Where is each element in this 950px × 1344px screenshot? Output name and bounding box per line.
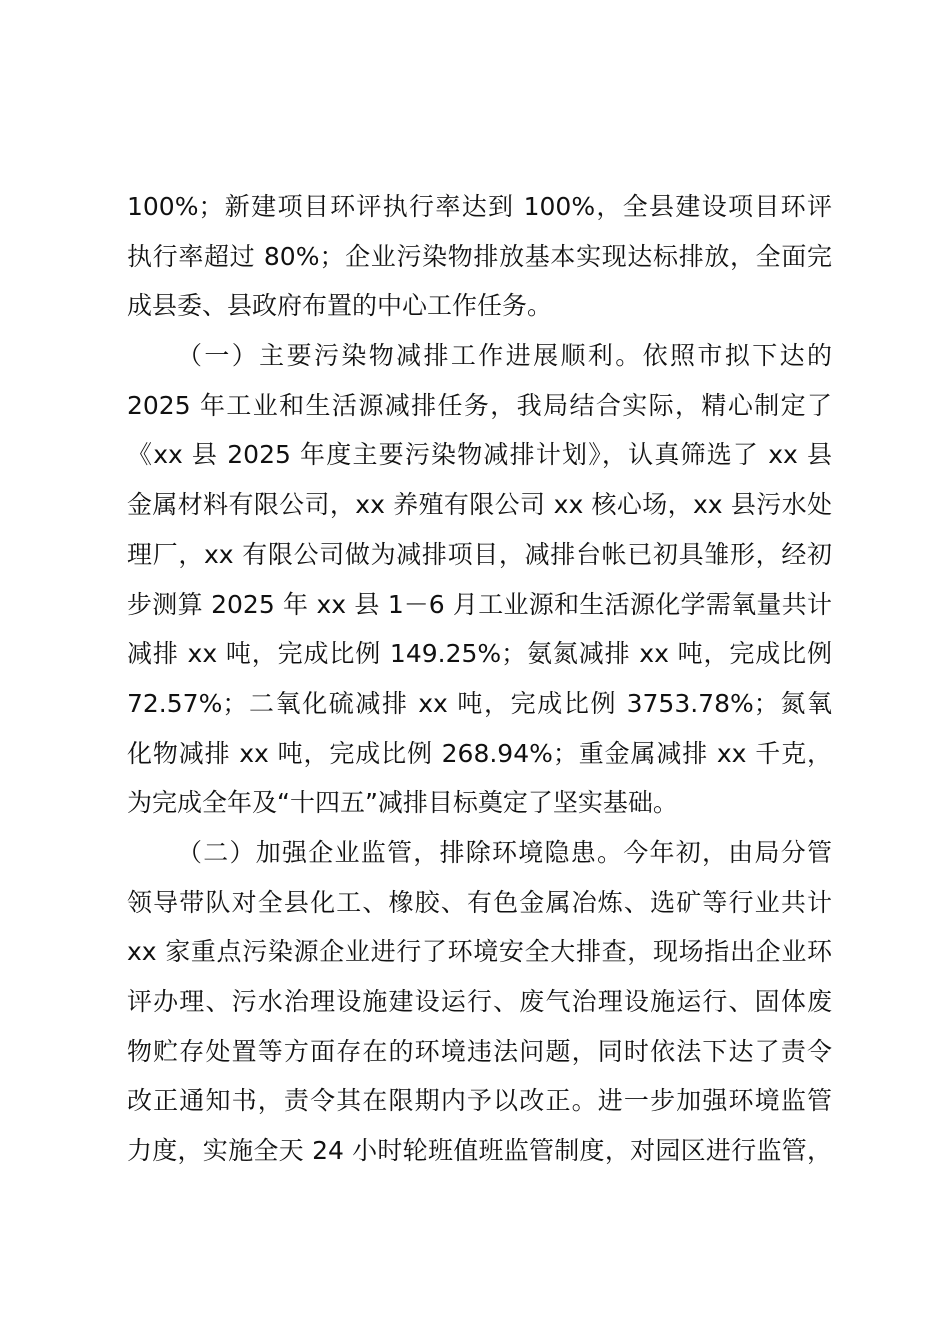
text-line: 化物减排 xx 吨，完成比例 268.94%；重金属减排 xx 千克， xyxy=(127,738,832,768)
text-line: 改正通知书，责令其在限期内予以改正。进一步加强环境监管 xyxy=(127,1086,832,1116)
text-line: 2025 年工业和生活源减排任务，我局结合实际，精心制定了 xyxy=(127,390,832,420)
document-body xyxy=(127,182,832,1176)
text-line: 成县委、县政府布置的中心工作任务。 xyxy=(127,291,553,321)
text-line: 力度，实施全天 24 小时轮班值班监管制度，对园区进行监管， xyxy=(127,1136,832,1166)
text-line: （二）加强企业监管，排除环境隐患。今年初，由局分管 xyxy=(177,837,832,867)
text-line: 100%；新建项目环评执行率达到 100%，全县建设项目环评 xyxy=(127,192,832,221)
text-line: 步测算 2025 年 xx 县 1－6 月工业源和生活源化学需氧量共计 xyxy=(127,589,832,619)
text-line: （一）主要污染物减排工作进展顺利。依照市拟下达的 xyxy=(177,341,832,371)
text-line: 72.57%；二氧化硫减排 xx 吨，完成比例 3753.78%；氮氧 xyxy=(127,688,832,718)
text-line: 执行率超过 80%；企业污染物排放基本实现达标排放，全面完 xyxy=(127,241,832,271)
paragraph-intro-continuation xyxy=(127,182,832,331)
text-line: 金属材料有限公司，xx 养殖有限公司 xx 核心场，xx 县污水处 xyxy=(127,490,832,520)
text-line: 领导带队对全县化工、橡胶、有色金属冶炼、选矿等行业共计 xyxy=(127,887,832,917)
paragraph-enterprise-supervision xyxy=(127,828,832,1176)
text-line: 为完成全年及“十四五”减排目标奠定了坚实基础。 xyxy=(127,788,678,818)
text-line: 理厂，xx 有限公司做为减排项目，减排台帐已初具雏形，经初 xyxy=(127,539,832,569)
text-line: 《xx 县 2025 年度主要污染物减排计划》，认真筛选了 xx 县 xyxy=(127,440,832,470)
text-line: xx 家重点污染源企业进行了环境安全大排查，现场指出企业环 xyxy=(127,937,832,967)
text-line: 减排 xx 吨，完成比例 149.25%；氨氮减排 xx 吨，完成比例 xyxy=(127,639,832,669)
text-line: 物贮存处置等方面存在的环境违法问题，同时依法下达了责令 xyxy=(127,1036,832,1066)
text-line: 评办理、污水治理设施建设运行、废气治理设施运行、固体废 xyxy=(127,987,832,1016)
paragraph-emission-reduction xyxy=(127,331,832,828)
